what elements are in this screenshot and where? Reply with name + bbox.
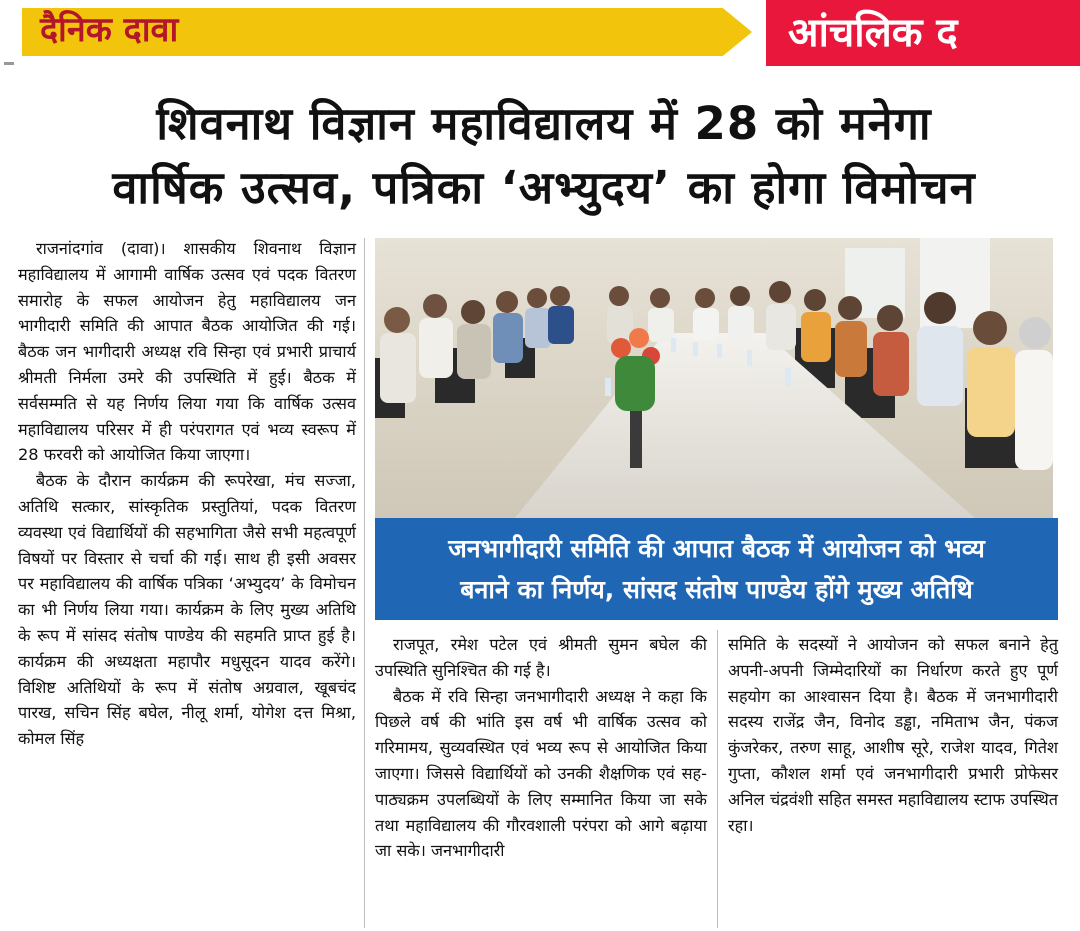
article-paragraph: समिति के सदस्यों ने आयोजन को सफल बनाने हेतु अपनी-अपनी जिम्मेदारियों का निर्धारण करते हुए पूर्ण सहयोग का आश्वासन दिया है। बैठक में जनभागीदारी सदस्य राजेंद्र जैन, विनोद डड्ढा, नमिताभ जैन, पंकज कुंजरेकर, तरुण साहू, आशीष सूरे, राजेश यादव, गितेश गुप्ता, कौशल शर्मा एवं जनभागीदारी प्रभारी प्रोफेसर अनिल चंद्रवंशी सहित समस्त महाविद्यालय स्टाफ उपस्थित रहा।: [728, 635, 1058, 835]
column-divider: [717, 630, 718, 928]
newspaper-name: दैनिक दावा: [40, 10, 179, 50]
article-column-2: [375, 632, 707, 864]
headline-line-2: वार्षिक उत्सव, पत्रिका ‘अभ्युदय’ का होगा विमोचन: [112, 161, 976, 214]
crop-mark: [4, 62, 14, 65]
article-paragraph: राजनांदगांव (दावा)। शासकीय शिवनाथ विज्ञान महाविद्यालय में आगामी वार्षिक उत्सव एवं पदक वितरण समारोह के सफल आयोजन हेतु महाविद्यालय जन भागीदारी समिति की आपात बैठक आयोजित की गई। बैठक जन भागीदारी अध्यक्ष रवि सिन्हा एवं प्रभारी प्राचार्य श्रीमती निर्मला उमरे की उपस्थिति में हुई। बैठक में सर्वसम्मति से यह निर्णय लिया गया कि वार्षिक उत्सव महाविद्यालय परिसर में ही परंपरागत एवं भव्य स्वरूप में 28 फरवरी को आयोजित किया जाएगा।: [18, 239, 356, 465]
caption-line-2: बनाने का निर्णय, सांसद संतोष पाण्डेय होंगे मुख्य अतिथि: [460, 575, 973, 604]
photo-caption: [375, 518, 1058, 620]
article-column-1: [18, 236, 356, 752]
article-paragraph: बैठक के दौरान कार्यक्रम की रूपरेखा, मंच सज्जा, अतिथि सत्कार, सांस्कृतिक प्रस्तुतियां, पदक वितरण व्यवस्था एवं विद्यार्थियों की सहभागिता जैसे सभी महत्वपूर्ण विषयों पर विस्तार से चर्चा की गई। साथ ही इसी अवसर पर महाविद्यालय की वार्षिक पत्रिका ‘अभ्युदय’ के विमोचन का भी निर्णय लिया गया। कार्यक्रम के लिए मुख्य अतिथि के रूप में सांसद संतोष पाण्डेय की सहमति प्राप्त हुई है। कार्यक्रम की अध्यक्षता महापौर मधुसूदन यादव करेंगे। विशिष्ट अतिथियों के रूप में संतोष अग्रवाल, खूबचंद पारख, सचिन सिंह बघेल, नीलू शर्मा, योगेश दत्त मिश्रा, कोमल सिंह: [18, 471, 356, 749]
article-column-3: [728, 632, 1058, 838]
meeting-photo-illustration: [375, 238, 1053, 518]
section-name: आंचलिक द: [788, 10, 958, 56]
meeting-photo: [375, 238, 1053, 518]
headline: [24, 92, 1064, 220]
article-paragraph: बैठक में रवि सिन्हा जनभागीदारी अध्यक्ष ने कहा कि पिछले वर्ष की भांति इस वर्ष भी वार्षिक उत्सव को गरिमामय, सुव्यवस्थित एवं भव्य रूप से आयोजित किया जाएगा। जिससे विद्यार्थियों को उनकी शैक्षणिक एवं सह-पाठ्यक्रम उपलब्धियों के लिए सम्मानित किया जा सके तथा महाविद्यालय की गौरवशाली परंपरा को आगे बढ़ाया जा सके। जनभागीदारी: [375, 686, 707, 861]
headline-line-1: शिवनाथ विज्ञान महाविद्यालय में 28 को मनेगा: [156, 97, 932, 150]
caption-line-1: जनभागीदारी समिति की आपात बैठक में आयोजन को भव्य: [448, 534, 985, 563]
article-paragraph: राजपूत, रमेश पटेल एवं श्रीमती सुमन बघेल की उपस्थिति सुनिश्चित की गई है।: [375, 635, 707, 680]
column-divider: [364, 238, 365, 928]
